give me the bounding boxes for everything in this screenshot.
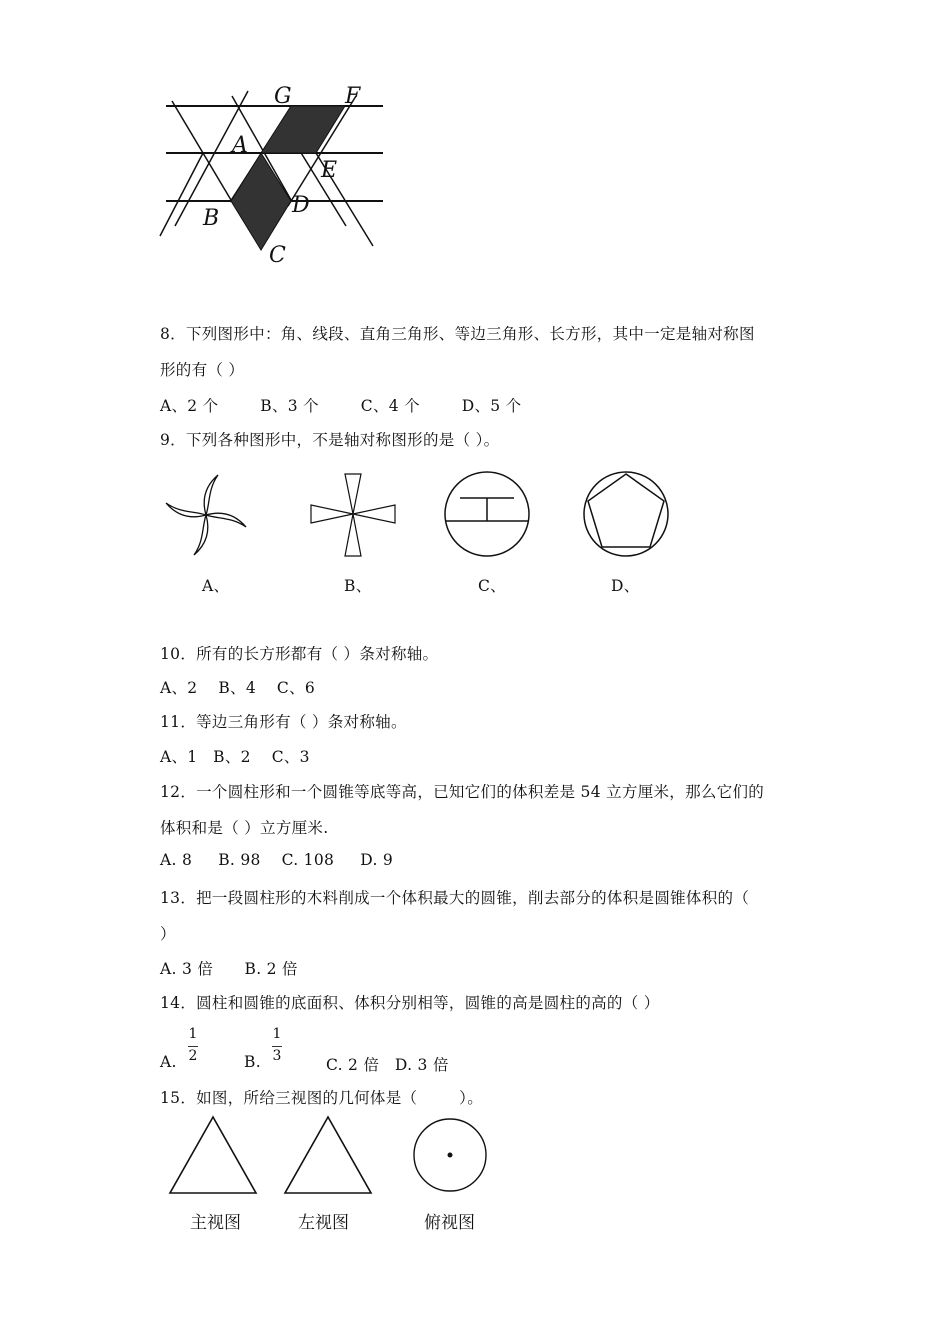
circle-lines-figure [440,468,540,563]
label-C: C [269,243,286,268]
left-view-triangle [280,1112,380,1202]
top-view-circle [410,1114,494,1198]
q14-option-b-fraction-bar [272,1046,282,1047]
shaded-rhombus [231,153,291,250]
front-view-label: 主视图 [190,1213,241,1233]
label-G: G [274,84,292,109]
q14-option-a-numerator: 1 [188,1026,198,1042]
q8-stem-line2: 形的有（ ） [160,361,245,379]
q13-options: A. 3 倍 B. 2 倍 [160,960,298,978]
q9-label-a: A、 [202,577,230,595]
pinwheel-figure [160,470,255,560]
shaded-parallelogram [261,106,345,153]
left-view-label: 左视图 [298,1213,349,1233]
label-E: E [321,158,338,183]
front-view-triangle [165,1112,265,1202]
q14-options-rest: C. 2 倍 D. 3 倍 [326,1056,449,1074]
q12-stem-line1: 12．一个圆柱形和一个圆锥等底等高，已知它们的体积差是 54 立方厘米，那么它们的 [160,783,765,801]
label-D: D [292,193,310,218]
q14-stem: 14．圆柱和圆锥的底面积、体积分别相等，圆锥的高是圆柱的高的（ ） [160,994,660,1012]
top-view-label: 俯视图 [424,1213,475,1233]
pentagon-circle-figure [580,468,680,563]
q9-label-c: C、 [478,577,506,595]
q14-option-a-denominator: 2 [188,1048,198,1064]
q10-stem: 10．所有的长方形都有（ ）条对称轴。 [160,645,439,663]
q14-option-a-prefix: A. [160,1053,177,1071]
q8-stem-line1: 8．下列图形中：角、线段、直角三角形、等边三角形、长方形，其中一定是轴对称图 [160,325,755,343]
q8-options: A、2 个 B、3 个 C、4 个 D、5 个 [160,397,522,415]
q9-stem: 9．下列各种图形中，不是轴对称图形的是（ ）。 [160,431,500,449]
q12-options: A. 8 B. 98 C. 108 D. 9 [160,851,394,869]
label-F: F [345,84,361,109]
q11-options: A、1 B、2 C、3 [160,748,310,766]
q9-label-b: B、 [344,577,372,595]
cross-triangles-figure [305,470,400,560]
q15-stem: 15．如图，所给三视图的几何体是（ ）。 [160,1089,483,1107]
lattice-figure [0,0,950,300]
q11-stem: 11．等边三角形有（ ）条对称轴。 [160,713,407,731]
q14-option-b-numerator: 1 [272,1026,282,1042]
q13-stem-line2: ） [160,925,176,943]
q14-option-b-denominator: 3 [272,1048,282,1064]
q12-stem-line2: 体积和是（ ）立方厘米. [160,819,329,837]
q10-options: A、2 B、4 C、6 [160,679,316,697]
q14-option-b-prefix: B. [244,1053,261,1071]
label-B: B [203,206,220,231]
q9-label-d: D、 [611,577,640,595]
label-A: A [232,133,248,158]
q13-stem-line1: 13．把一段圆柱形的木料削成一个体积最大的圆锥，削去部分的体积是圆锥体积的（ [160,889,750,907]
q14-option-a-fraction-bar [188,1046,198,1047]
